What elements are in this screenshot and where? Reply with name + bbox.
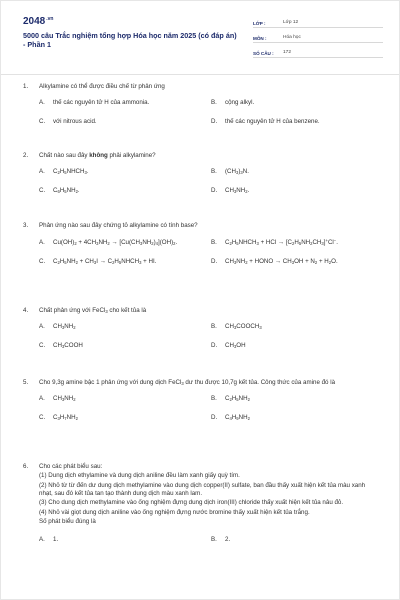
meta-value: Hóa học: [283, 34, 301, 40]
question-number: 1.: [23, 83, 29, 90]
option-a[interactable]: A. thế các nguyên tử H của ammonia.: [39, 99, 150, 107]
document-title: 5000 câu Trắc nghiệm tổng hợp Hóa học năm 2025 (có đáp án) - Phần 1: [23, 31, 237, 50]
meta-label: LỚP :: [253, 20, 266, 26]
question-2: [23, 152, 383, 195]
option-a[interactable]: A. $C_2H_5NHCH_3$.: [39, 168, 89, 176]
option-d[interactable]: D. $C_4H_9NH_2$: [211, 413, 250, 421]
question-text: Cho 9,3g amine bậc 1 phản ứng với dung dịch FeCl$_3$ dư thu được 10,7g kết tủa. Công thức của amine đó là: [39, 379, 336, 386]
question-prompt: Số phát biểu đúng là: [39, 518, 96, 526]
option-c[interactable]: C. $C_3H_7NH_2$: [39, 413, 78, 421]
option-a[interactable]: A. $CH_3NH_2$: [39, 323, 76, 331]
option-c[interactable]: C. $CH_3COOH$: [39, 341, 83, 349]
question-number: 6.: [23, 463, 29, 470]
option-b[interactable]: B. $CH_3COOCH_3$: [211, 323, 262, 331]
meta-value: Lớp 12: [283, 19, 299, 25]
option-c[interactable]: C. $C_2H_5NH_2 + CH_3I$ → $C_2H_5NHCH_3$ + HI.: [39, 257, 157, 265]
question-text: Chất phản ứng với FeCl$_3$ cho kết tủa là: [39, 307, 147, 314]
header-divider: [1, 74, 399, 75]
meta-row-count: [253, 45, 383, 58]
option-d[interactable]: D. $CH_3NH_2$ + HONO → $CH_3OH + N_2 + H_2O$.: [211, 257, 338, 265]
statement-3: (3) Cho dung dịch methylamine vào ống nghiệm đựng dung dịch iron(III) chloride thấy xuất hiện kết tủa nâu đỏ.: [39, 499, 344, 507]
question-text: Phản ứng nào sau đây chứng tỏ alkylamine có tính base?: [39, 222, 198, 229]
question-text: Alkylamine có thể được điều chế từ phản ứng: [39, 83, 165, 90]
meta-label: SỐ CÂU :: [253, 50, 274, 56]
question-line: Cho các phát biểu sau:: [39, 463, 103, 470]
option-a[interactable]: A. 1.: [39, 535, 59, 543]
document-header: [23, 15, 383, 67]
question-1: [23, 83, 383, 126]
option-b[interactable]: B. $(CH_3)_3N$.: [211, 168, 249, 176]
option-b[interactable]: B. 2.: [211, 535, 231, 543]
question-text: [39, 463, 383, 528]
meta-row-subject: [253, 30, 383, 43]
meta-row-class: [253, 15, 383, 28]
option-d[interactable]: D. $CH_3OH$: [211, 341, 246, 349]
document-meta: [253, 15, 383, 60]
question-number: 5.: [23, 379, 29, 386]
option-b[interactable]: B. $C_2H_5NHCH_3$ + HCl → $[C_2H_5NH_2CH_3]^+Cl^-$.: [211, 238, 338, 247]
question-number: 4.: [23, 307, 29, 314]
option-c[interactable]: C. $C_6H_5NH_2$.: [39, 186, 80, 194]
statement-1: (1) Dung dịch ethylamine và dung dịch aniline đều làm xanh giấy quỳ tím.: [39, 472, 240, 480]
question-text: Chất nào sau đây không phải alkylamine?: [39, 152, 156, 159]
question-4: [23, 307, 383, 350]
option-a[interactable]: A. $Cu(OH)_2 + 4CH_3NH_2 \to [Cu(CH_3NH_2)_4](OH)_2$.: [39, 238, 178, 247]
option-d[interactable]: D. $CH_3NH_2$.: [211, 186, 250, 194]
question-3: [23, 222, 383, 266]
site-logo[interactable]: $2048^{.vn}$: [23, 15, 54, 27]
option-d[interactable]: D. thế các nguyên tử H của benzene.: [211, 117, 320, 125]
option-c[interactable]: C. với nitrous acid.: [39, 117, 97, 125]
option-b[interactable]: B. $C_2H_5NH_2$: [211, 395, 250, 403]
statement-4: (4) Nhỏ vài giọt dung dịch aniline vào ống nghiệm đựng nước bromine thấy xuất hiện kết tủa trắng.: [39, 508, 310, 516]
meta-value: 172: [283, 49, 292, 55]
question-6: [23, 463, 383, 544]
meta-label: MÔN :: [253, 35, 267, 41]
option-b[interactable]: B. cộng alkyl.: [211, 99, 255, 107]
question-number: 2.: [23, 152, 29, 159]
option-a[interactable]: A. $CH_3NH_2$: [39, 395, 76, 403]
question-5: [23, 379, 383, 422]
statement-2: (2) Nhỏ từ từ đến dư dung dịch methylamine vào dung dịch copper(II) sulfate, ban đầu thấy xuất hiện kết tủa màu xanh nhạt, sau đó kết tủa tan tạo thành dung dịch màu xanh lam.: [39, 481, 366, 498]
question-number: 3.: [23, 222, 29, 229]
